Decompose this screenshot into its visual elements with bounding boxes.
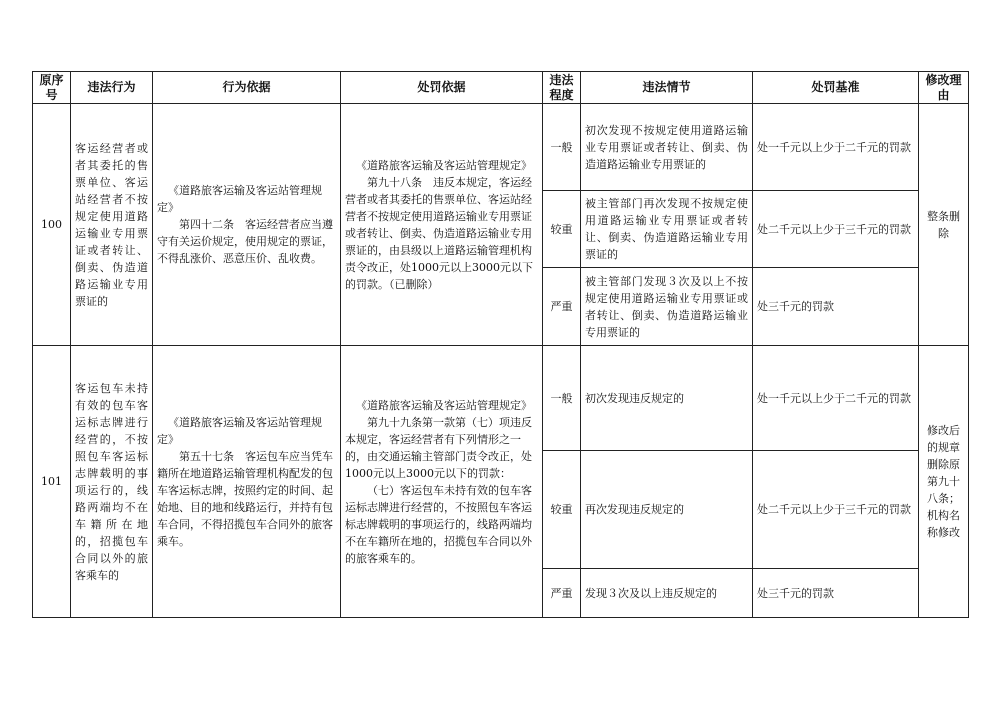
standard-cell: 处三千元的罚款 [753, 569, 919, 618]
standard-cell: 处一千元以上少于二千元的罚款 [753, 346, 919, 451]
header-circumstance: 违法情节 [581, 72, 753, 104]
reason-cell: 整条删除 [919, 104, 969, 346]
degree-cell: 较重 [543, 451, 581, 569]
standard-cell: 处三千元的罚款 [753, 268, 919, 346]
circumstance-cell: 发现３次及以上违反规定的 [581, 569, 753, 618]
penalty-title: 《道路旅客运输及客运站管理规定》 [356, 158, 532, 172]
header-penalty-basis: 处罚依据 [341, 72, 543, 104]
standard-cell: 处一千元以上少于二千元的罚款 [753, 104, 919, 191]
degree-cell: 严重 [543, 268, 581, 346]
degree-cell: 严重 [543, 569, 581, 618]
violation-cell: 客运包车未持有效的包车客运标志牌进行经营的，不按照包车客运标志牌载明的事项运行的，线路两端均不在车籍所在地的，招揽包车合同以外的旅客乘车的 [71, 346, 153, 618]
basis-title: 《道路旅客运输及客运站管理规定》 [157, 184, 322, 214]
row-number: 101 [33, 346, 71, 618]
circumstance-cell: 再次发现违反规定的 [581, 451, 753, 569]
basis-cell [153, 104, 341, 346]
table-row [33, 346, 969, 451]
header-degree: 违法程度 [543, 72, 581, 104]
header-reason: 修改理由 [919, 72, 969, 104]
table-row [33, 104, 969, 191]
penalty-basis-cell [341, 104, 543, 346]
circumstance-cell: 被主管部门发现３次及以上不按规定使用道路运输业专用票证或者转让、倒卖、伪造道路运输业专用票证的 [581, 268, 753, 346]
penalty-text: 第九十八条 违反本规定，客运经营者或者其委托的售票单位、客运站经营者不按规定使用道路运输业专用票证或者转让、倒卖、伪造道路运输业专用票证的，由县级以上道路运输管理机构责令改正，处1000元以上3000元以下的罚款。（已删除） [345, 175, 533, 291]
degree-cell: 一般 [543, 104, 581, 191]
basis-cell [153, 346, 341, 618]
standard-cell: 处二千元以上少于三千元的罚款 [753, 191, 919, 268]
header-basis: 行为依据 [153, 72, 341, 104]
header-standard: 处罚基准 [753, 72, 919, 104]
basis-text: 第五十七条 客运包车应当凭车籍所在地道路运输管理机构配发的包车客运标志牌，按照约定的时间、起始地、目的地和线路运行，并持有包车合同，不得招揽包车合同外的旅客乘车。 [157, 449, 333, 548]
header-no: 原序号 [33, 72, 71, 104]
degree-cell: 较重 [543, 191, 581, 268]
penalty-text-item: （七）客运包车未持有效的包车客运标志牌进行经营的，不按照包车客运标志牌载明的事项运行的，线路两端均不在车籍所在地的，招揽包车合同以外的旅客乘车的。 [345, 483, 532, 565]
penalty-title: 《道路旅客运输及客运站管理规定》 [356, 398, 532, 412]
header-row [33, 72, 969, 104]
penalty-basis-cell [341, 346, 543, 618]
reason-cell: 修改后的规章删除原第九十八条；机构名称修改 [919, 346, 969, 618]
basis-title: 《道路旅客运输及客运站管理规定》 [157, 415, 322, 446]
header-violation: 违法行为 [71, 72, 153, 104]
violation-cell: 客运经营者或者其委托的售票单位、客运站经营者不按规定使用道路运输业专用票证或者转让、倒卖、伪造道路运输业专用票证的 [71, 104, 153, 346]
penalty-text: 第九十九条第一款第（七）项违反本规定，客运经营者有下列情形之一的，由交通运输主管部门责令改正，处1000元以上3000元以下的罚款： [345, 415, 532, 480]
circumstance-cell: 被主管部门再次发现不按规定使用道路运输业专用票证或者转让、倒卖、伪造道路运输业专用票证的 [581, 191, 753, 268]
circumstance-cell: 初次发现违反规定的 [581, 346, 753, 451]
row-number: 100 [33, 104, 71, 346]
degree-cell: 一般 [543, 346, 581, 451]
circumstance-cell: 初次发现不按规定使用道路运输业专用票证或者转让、倒卖、伪造道路运输业专用票证的 [581, 104, 753, 191]
basis-text: 第四十二条 客运经营者应当遵守有关运价规定，使用规定的票证，不得乱涨价、恶意压价、乱收费。 [157, 218, 333, 265]
standard-cell: 处二千元以上少于三千元的罚款 [753, 451, 919, 569]
penalty-standards-table [32, 71, 969, 618]
